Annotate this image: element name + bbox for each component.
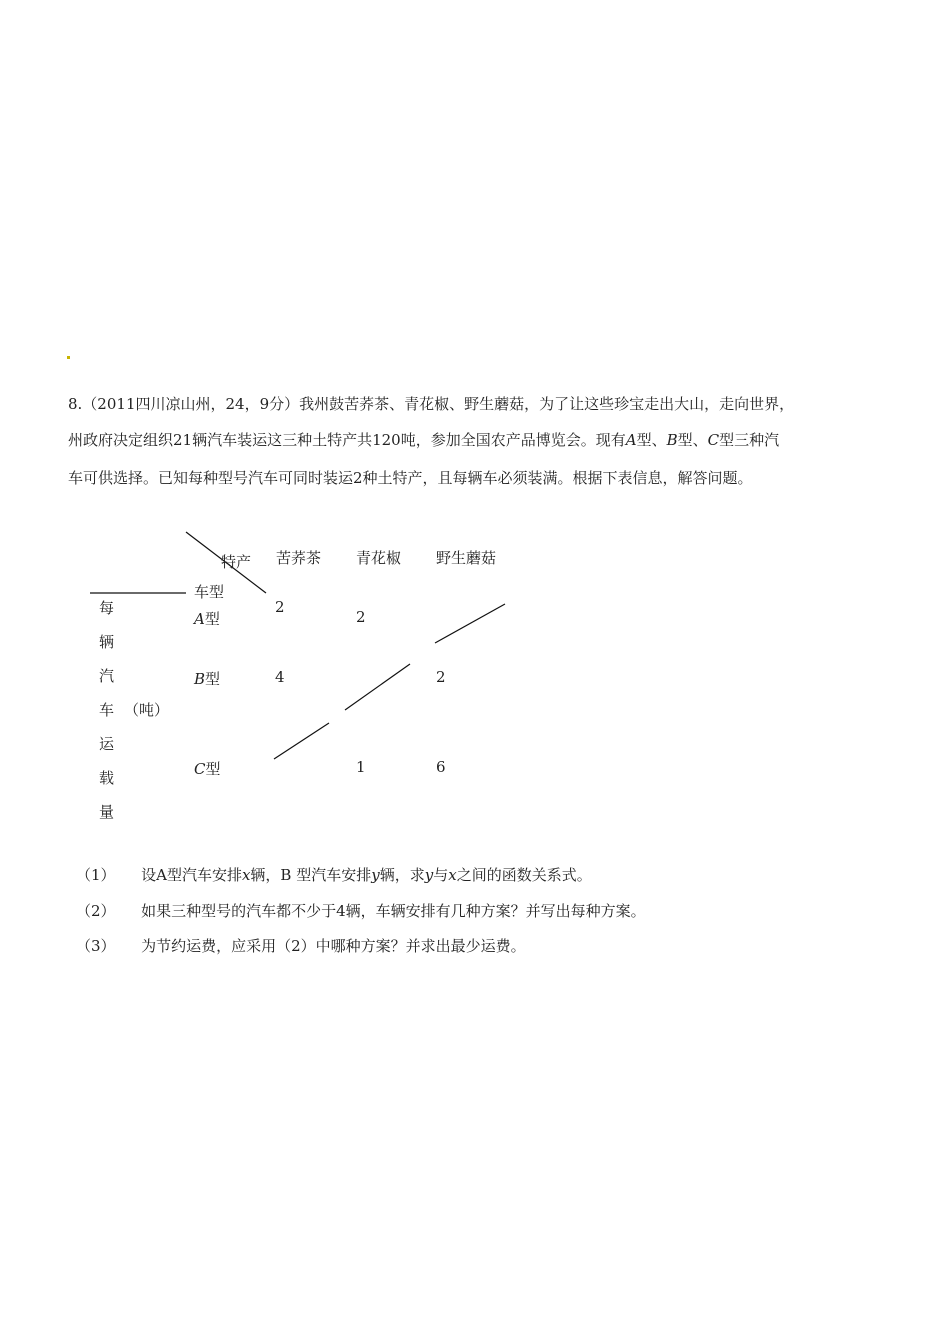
problem-text-2b: 型、: [636, 431, 667, 449]
corner-label-type: 车型: [194, 583, 225, 601]
question-1: [76, 864, 592, 885]
column-header-2: 青花椒: [356, 549, 402, 567]
question-text: 为节约运费，应采用（2）中哪种方案？并求出最少运费。: [141, 937, 526, 955]
variable-x: x: [241, 866, 251, 884]
question-3: [76, 935, 526, 956]
column-header-1: 苦荞茶: [276, 549, 322, 567]
type-c-letter: C: [707, 431, 720, 449]
cell-a-2: 2: [356, 608, 366, 626]
question-number: （3）: [76, 937, 116, 955]
problem-text-3: 车可供选择。已知每种型号汽车可同时装运2种土特产，且每辆车必须装满。根据下表信息，解答问题。: [68, 469, 753, 487]
question-text: 与: [433, 866, 449, 884]
row-suffix: 型: [205, 670, 221, 688]
row-header-char: 车: [99, 701, 115, 719]
question-number: （2）: [76, 902, 116, 920]
blank-cell-slash-b: [345, 664, 410, 710]
question-text: 之间的函数关系式。: [456, 866, 592, 884]
corner-label-product: 特产: [221, 553, 252, 571]
cell-b-1: 4: [275, 668, 285, 686]
blank-cell-slash-c: [274, 723, 329, 759]
question-text: 辆，B 型汽车安排: [250, 866, 372, 884]
variable-y: y: [371, 866, 380, 884]
row-label-b: [194, 668, 220, 689]
problem-text-2a: 州政府决定组织21辆汽车装运这三种土特产共120吨，参加全国农产品博览会。现有: [68, 431, 626, 449]
row-header-char: 量: [99, 803, 115, 821]
question-text: 设A型汽车安排: [141, 866, 242, 884]
row-suffix: 型: [204, 610, 220, 628]
question-number: （1）: [76, 866, 116, 884]
row-suffix: 型: [205, 760, 221, 778]
row-header-char: 运: [99, 735, 115, 753]
row-label-c: [194, 758, 221, 779]
type-b-letter: B: [666, 431, 678, 449]
row-letter: B: [194, 670, 206, 688]
row-header-char: 汽: [99, 667, 115, 685]
cell-b-3: 2: [436, 668, 446, 686]
question-2: [76, 900, 646, 921]
problem-text-2d: 型三种汽: [719, 431, 780, 449]
variable-x: x: [448, 866, 457, 884]
type-a-letter: A: [625, 431, 637, 449]
blank-cell-slash-a: [435, 604, 505, 643]
row-header-char: 每: [99, 599, 115, 617]
row-letter: A: [194, 610, 205, 628]
row-letter: C: [194, 760, 206, 778]
row-header-char: 辆: [99, 633, 115, 651]
cell-c-3: 6: [436, 758, 446, 776]
column-header-3: 野生蘑菇: [436, 549, 497, 567]
cell-c-2: 1: [356, 758, 366, 776]
question-text: 如果三种型号的汽车都不少于4辆，车辆安排有几种方案？并写出每种方案。: [141, 902, 646, 920]
row-label-a: [194, 608, 220, 629]
problem-text-1: 8.（2011四川凉山州，24，9分）我州鼓苦荞茶、青花椒、野生蘑菇，为了让这些珍宝走出大山，走向世界，: [68, 395, 795, 413]
cell-a-1: 2: [275, 598, 285, 616]
variable-y: y: [424, 866, 434, 884]
problem-text-2c: 型、: [677, 431, 708, 449]
row-header-char: 载: [99, 769, 115, 787]
question-text: 辆，求: [379, 866, 425, 884]
unit-label: （吨）: [124, 701, 170, 719]
